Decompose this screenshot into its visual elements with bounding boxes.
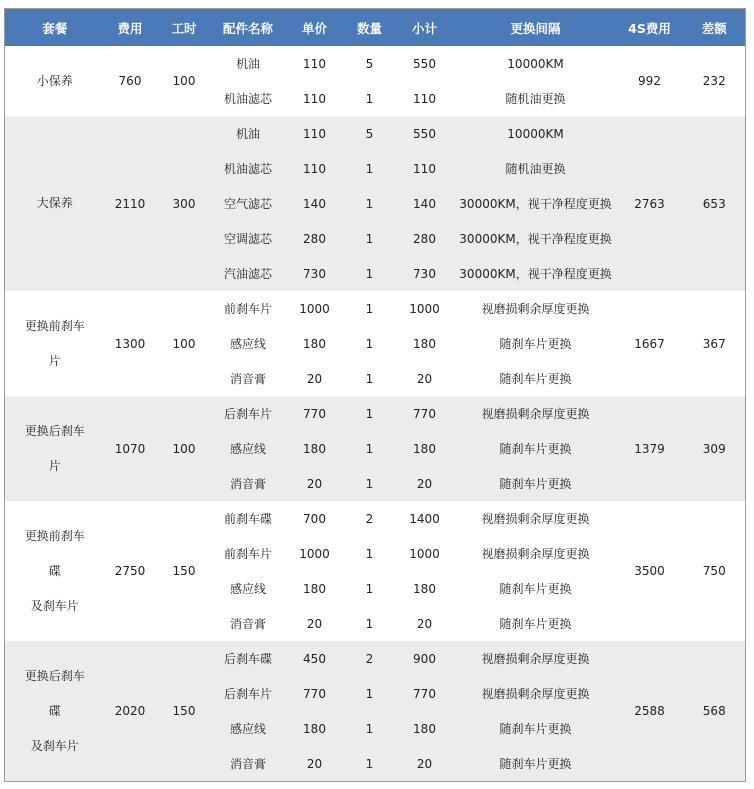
part-unit-price: 110 — [284, 151, 346, 186]
part-subtotal: 1000 — [394, 536, 456, 571]
package-name-line: 大保养 — [36, 196, 73, 210]
package-labor: 150 — [156, 501, 213, 641]
part-subtotal: 550 — [394, 116, 456, 151]
part-name: 后刹车片 — [213, 396, 284, 431]
package-cost: 2110 — [105, 116, 156, 291]
package-name-line: 碟 — [48, 563, 61, 578]
package-difference: 653 — [684, 116, 746, 291]
part-subtotal: 140 — [394, 186, 456, 221]
part-unit-price: 1000 — [284, 536, 346, 571]
part-quantity: 1 — [346, 151, 394, 186]
package-4s-cost: 992 — [616, 46, 684, 116]
part-interval: 随机油更换 — [456, 81, 616, 116]
part-subtotal: 110 — [394, 81, 456, 116]
part-quantity: 1 — [346, 431, 394, 466]
table-wrapper — [4, 8, 746, 782]
part-quantity: 5 — [346, 116, 394, 151]
part-name: 后刹车片 — [213, 676, 284, 711]
table-row — [5, 291, 746, 326]
part-name: 汽油滤芯 — [213, 256, 284, 291]
part-subtotal: 180 — [394, 326, 456, 361]
part-name: 前刹车片 — [213, 536, 284, 571]
header-4s-cost: 4S费用 — [616, 9, 684, 47]
part-unit-price: 110 — [284, 46, 346, 81]
package-name-cell — [5, 46, 105, 116]
header-difference: 差额 — [684, 9, 746, 47]
part-quantity: 1 — [346, 711, 394, 746]
part-name: 消音膏 — [213, 466, 284, 501]
part-unit-price: 180 — [284, 711, 346, 746]
part-unit-price: 700 — [284, 501, 346, 536]
package-cost: 2750 — [105, 501, 156, 641]
part-subtotal: 20 — [394, 466, 456, 501]
part-interval: 视磨损剩余厚度更换 — [456, 396, 616, 431]
part-unit-price: 280 — [284, 221, 346, 256]
part-interval: 随刹车片更换 — [456, 431, 616, 466]
part-name: 机油 — [213, 116, 284, 151]
package-name-line: 更换前刹车 — [24, 318, 85, 333]
part-subtotal: 180 — [394, 571, 456, 606]
part-interval: 随机油更换 — [456, 151, 616, 186]
part-unit-price: 1000 — [284, 291, 346, 326]
part-unit-price: 730 — [284, 256, 346, 291]
part-quantity: 1 — [346, 186, 394, 221]
package-group — [5, 291, 746, 396]
package-labor: 300 — [156, 116, 213, 291]
package-name-line: 更换后刹车 — [24, 423, 85, 438]
table-header — [5, 9, 746, 47]
package-name-line: 片 — [48, 353, 61, 368]
part-name: 前刹车片 — [213, 291, 284, 326]
part-quantity: 5 — [346, 46, 394, 81]
package-4s-cost: 2588 — [616, 641, 684, 782]
part-interval: 随刹车片更换 — [456, 466, 616, 501]
part-quantity: 1 — [346, 361, 394, 396]
part-unit-price: 180 — [284, 431, 346, 466]
part-subtotal: 770 — [394, 396, 456, 431]
part-name: 消音膏 — [213, 361, 284, 396]
header-package: 套餐 — [5, 9, 105, 47]
part-unit-price: 770 — [284, 676, 346, 711]
maintenance-price-table — [4, 8, 746, 782]
part-name: 感应线 — [213, 711, 284, 746]
part-quantity: 2 — [346, 641, 394, 676]
part-interval: 随刹车片更换 — [456, 326, 616, 361]
part-quantity: 1 — [346, 81, 394, 116]
package-name-line: 小保养 — [36, 73, 73, 88]
package-labor: 100 — [156, 396, 213, 501]
package-difference: 367 — [684, 291, 746, 396]
package-difference: 568 — [684, 641, 746, 782]
table-row — [5, 641, 746, 676]
part-interval: 视磨损剩余厚度更换 — [456, 501, 616, 536]
package-difference: 750 — [684, 501, 746, 641]
package-group — [5, 501, 746, 641]
part-subtotal: 280 — [394, 221, 456, 256]
part-interval: 10000KM — [456, 116, 616, 151]
part-name: 消音膏 — [213, 746, 284, 782]
package-group — [5, 641, 746, 782]
part-quantity: 1 — [346, 291, 394, 326]
part-name: 机油 — [213, 46, 284, 81]
part-name: 消音膏 — [213, 606, 284, 641]
part-interval: 10000KM — [456, 46, 616, 81]
part-subtotal: 20 — [394, 746, 456, 782]
part-quantity: 1 — [346, 326, 394, 361]
part-interval: 随刹车片更换 — [456, 361, 616, 396]
part-interval: 视磨损剩余厚度更换 — [456, 641, 616, 676]
part-quantity: 1 — [346, 256, 394, 291]
part-interval: 随刹车片更换 — [456, 606, 616, 641]
header-subtotal: 小计 — [394, 9, 456, 47]
part-subtotal: 770 — [394, 676, 456, 711]
part-subtotal: 730 — [394, 256, 456, 291]
table-row — [5, 46, 746, 81]
part-interval: 视磨损剩余厚度更换 — [456, 536, 616, 571]
package-name-line: 及刹车片 — [30, 738, 79, 753]
part-name: 前刹车碟 — [213, 501, 284, 536]
header-labor: 工时 — [156, 9, 213, 47]
package-name-cell — [5, 116, 105, 291]
package-name-cell — [5, 641, 105, 782]
part-interval: 30000KM，视干净程度更换 — [456, 221, 616, 256]
package-labor: 100 — [156, 46, 213, 116]
package-group — [5, 396, 746, 501]
part-unit-price: 450 — [284, 641, 346, 676]
part-subtotal: 110 — [394, 151, 456, 186]
header-row — [5, 9, 746, 47]
header-cost: 费用 — [105, 9, 156, 47]
part-unit-price: 110 — [284, 81, 346, 116]
part-unit-price: 770 — [284, 396, 346, 431]
part-interval: 30000KM，视干净程度更换 — [456, 256, 616, 291]
part-subtotal: 20 — [394, 606, 456, 641]
table-row — [5, 116, 746, 151]
part-subtotal: 180 — [394, 711, 456, 746]
package-name-cell — [5, 501, 105, 641]
part-subtotal: 180 — [394, 431, 456, 466]
package-name-line: 片 — [48, 458, 61, 473]
part-name: 机油滤芯 — [213, 151, 284, 186]
package-labor: 100 — [156, 291, 213, 396]
header-unit-price: 单价 — [284, 9, 346, 47]
part-name: 感应线 — [213, 326, 284, 361]
package-group — [5, 46, 746, 116]
part-quantity: 2 — [346, 501, 394, 536]
part-name: 感应线 — [213, 431, 284, 466]
package-name-cell — [5, 396, 105, 501]
package-name-cell — [5, 291, 105, 396]
part-quantity: 1 — [346, 396, 394, 431]
package-difference: 232 — [684, 46, 746, 116]
part-subtotal: 1400 — [394, 501, 456, 536]
package-4s-cost: 2763 — [616, 116, 684, 291]
part-interval: 随刹车片更换 — [456, 711, 616, 746]
part-subtotal: 1000 — [394, 291, 456, 326]
package-4s-cost: 1379 — [616, 396, 684, 501]
part-quantity: 1 — [346, 746, 394, 782]
part-name: 机油滤芯 — [213, 81, 284, 116]
part-quantity: 1 — [346, 536, 394, 571]
part-quantity: 1 — [346, 676, 394, 711]
part-unit-price: 20 — [284, 361, 346, 396]
part-subtotal: 900 — [394, 641, 456, 676]
part-interval: 30000KM，视干净程度更换 — [456, 186, 616, 221]
package-name-line: 更换后刹车 — [24, 668, 85, 683]
package-cost: 760 — [105, 46, 156, 116]
package-4s-cost: 1667 — [616, 291, 684, 396]
part-subtotal: 550 — [394, 46, 456, 81]
package-labor: 150 — [156, 641, 213, 782]
package-difference: 309 — [684, 396, 746, 501]
part-interval: 视磨损剩余厚度更换 — [456, 676, 616, 711]
part-name: 空调滤芯 — [213, 221, 284, 256]
part-unit-price: 180 — [284, 326, 346, 361]
part-interval: 视磨损剩余厚度更换 — [456, 291, 616, 326]
part-unit-price: 20 — [284, 466, 346, 501]
part-subtotal: 20 — [394, 361, 456, 396]
part-name: 后刹车碟 — [213, 641, 284, 676]
part-quantity: 1 — [346, 466, 394, 501]
part-unit-price: 20 — [284, 746, 346, 782]
package-name-line: 碟 — [48, 703, 61, 718]
part-unit-price: 20 — [284, 606, 346, 641]
part-unit-price: 110 — [284, 116, 346, 151]
package-name-line: 更换前刹车 — [24, 528, 85, 543]
package-name-line: 及刹车片 — [30, 598, 79, 613]
header-part-name: 配件名称 — [213, 9, 284, 47]
part-quantity: 1 — [346, 221, 394, 256]
table-row — [5, 501, 746, 536]
package-group — [5, 116, 746, 291]
table-row — [5, 396, 746, 431]
part-quantity: 1 — [346, 571, 394, 606]
part-unit-price: 140 — [284, 186, 346, 221]
part-interval: 随刹车片更换 — [456, 571, 616, 606]
part-unit-price: 180 — [284, 571, 346, 606]
package-cost: 1070 — [105, 396, 156, 501]
header-quantity: 数量 — [346, 9, 394, 47]
part-quantity: 1 — [346, 606, 394, 641]
part-interval: 随刹车片更换 — [456, 746, 616, 782]
header-interval: 更换间隔 — [456, 9, 616, 47]
package-cost: 2020 — [105, 641, 156, 782]
part-name: 空气滤芯 — [213, 186, 284, 221]
package-cost: 1300 — [105, 291, 156, 396]
part-name: 感应线 — [213, 571, 284, 606]
package-4s-cost: 3500 — [616, 501, 684, 641]
